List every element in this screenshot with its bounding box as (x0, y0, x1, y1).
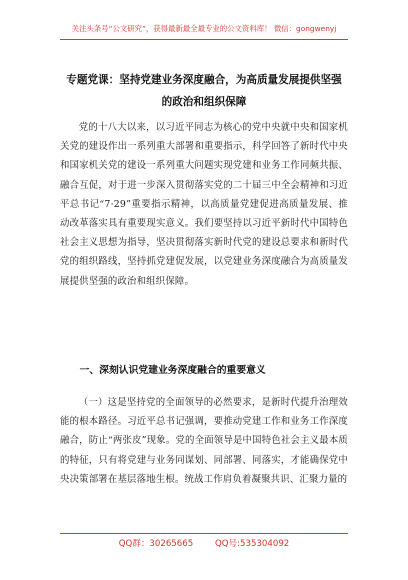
section-paragraph: （一）这是坚持党的全面领导的必然要求，是新时代提升治理效能的根本路径。习近平总书记强调，要推动党建工作和业务工作深度融合，防止“两张皮”现象。党的全面领导是中国特色社会主义最本质的特征，只有将党建与业务同谋划、同部署、同落实，才能确保党中央决策部署在基层落地生根。统战工作肩负着凝聚共识、汇聚力量的 (60, 397, 348, 485)
header-notice: 关注头条号“公文研究”，获得最新最全最专业的公文资料库！ 微信：gongwenyj (71, 24, 337, 33)
footer-contact: QQ群：30265665 QQ号:535304092 (118, 539, 290, 549)
section-heading: 一、深刻认识党建业务深度融合的重要意义 (79, 365, 266, 376)
document-title: 专题党课：坚持党建业务深度融合，为高质量发展提供坚强的政治和组织保障 (66, 74, 342, 108)
intro-paragraph: 党的十八大以来，以习近平同志为核心的党中央就中央和国家机关党的建设作出一系列重大部署和重要指示，科学回答了新时代中央和国家机关党的建设一系列重大问题实现党建和业务工作同频共振、融合互促，对于进一步深入贯彻落实党的二十届三中全会精神和习近平总书记“7·29”重要指示精神，以高质量党建促进高质量发展、推动改革落实具有重要现实意义。我们要坚持以习近平新时代中国特色社会主义思想为指导，坚决贯彻落实新时代党的建设总要求和新时代党的组织路线，坚持抓党建促发展，以党建业务深度融合为高质量发展提供坚强的政治和组织保障。 (60, 122, 348, 287)
header-divider (60, 39, 348, 40)
footer-divider (60, 533, 348, 534)
